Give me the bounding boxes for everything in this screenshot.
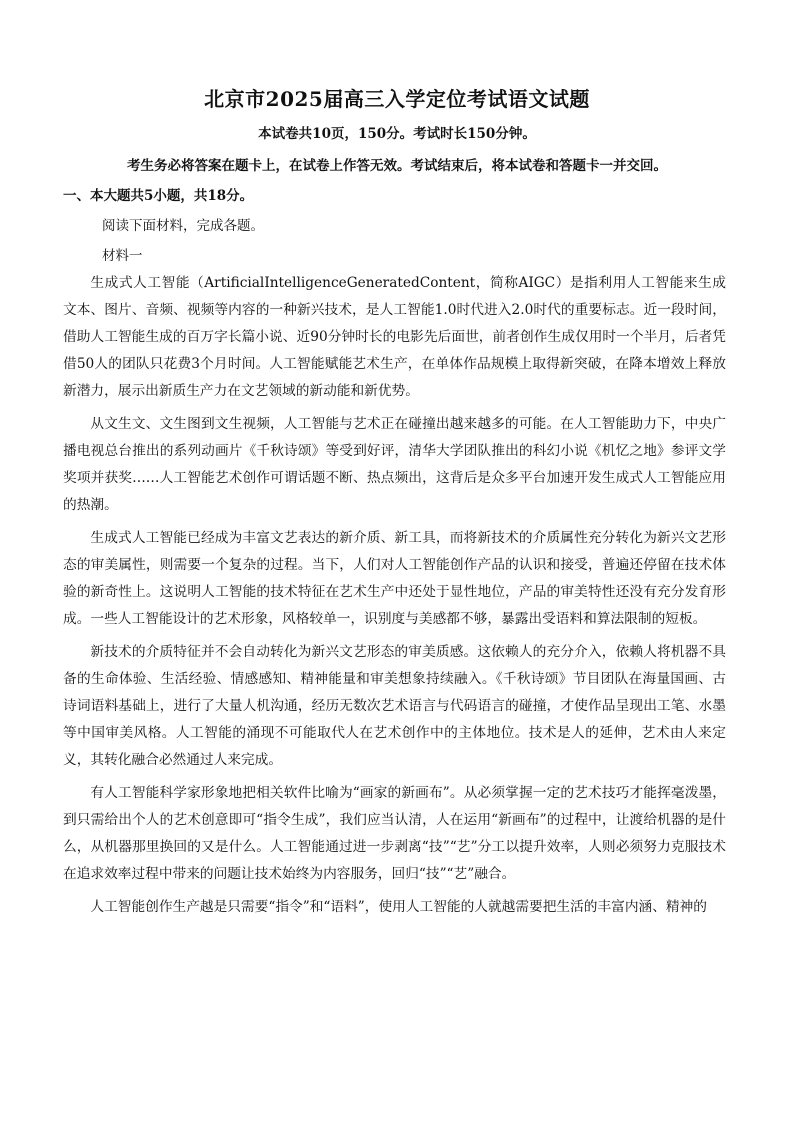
- paragraph: 从文生文、文生图到文生视频，人工智能与艺术正在碰撞出越来越多的可能。在人工智能助力下，中央广播电视总台推出的系列动画片《千秋诗颂》等受到好评，清华大学团队推出的科幻小说《机忆之地》参评文学奖项并获奖……人工智能艺术创作可谓话题不断、热点频出，这背后是众多平台加速开发生成式人工智能应用的热潮。: [63, 416, 726, 513]
- material-label: 材料一: [102, 248, 143, 264]
- section-heading: 一、本大题共5小题，共18分。: [63, 188, 254, 204]
- exam-info: 本试卷共10页，150分。考试时长150分钟。: [258, 126, 536, 142]
- passage-body: [63, 270, 726, 927]
- paragraph: 新技术的介质特征并不会自动转化为新兴文艺形态的审美质感。这依赖人的充分介入，依赖人将机器不具备的生命体验、生活经验、情感感知、精神能量和审美想象持续融入。《千秋诗颂》节目团队在海量国画、古诗词语料基础上，进行了大量人机沟通，经历无数次艺术语言与代码语言的碰撞，才使作品呈现出工笔、水墨等中国审美风格。人工智能的涌现不可能取代人在艺术创作中的主体地位。技术是人的延伸，艺术由人来定义，其转化融合必然通过人来完成。: [63, 644, 726, 768]
- paragraph: 有人工智能科学家形象地把相关软件比喻为“画家的新画布”。从必须掌握一定的艺术技巧才能挥毫泼墨，到只需给出个人的艺术创意即可“指令生成”，我们应当认清，人在运用“新画布”的过程中，让渡给机器的是什么，从机器那里换回的又是什么。人工智能通过进一步剥离“技”“艺”分工以提升效率，人则必须努力克服技术在追求效率过程中带来的问题让技术始终为内容服务，回归“技”“艺”融合。: [63, 785, 726, 882]
- paragraph: 生成式人工智能（ArtificialIntelligenceGeneratedContent，简称AIGC）是指利用人工智能来生成文本、图片、音频、视频等内容的一种新兴技术，是人工智能1.0时代进入2.0时代的重要标志。近一段时间，借助人工智能生成的百万字长篇小说、近90分钟时长的电影先后面世，前者创作生成仅用时一个半月，后者凭借50人的团队只花费3个月时间。人工智能赋能艺术生产，在单体作品规模上取得新突破，在降本增效上释放新潜力，展示出新质生产力在文艺领域的新动能和新优势。: [63, 275, 726, 399]
- paragraph: 生成式人工智能已经成为丰富文艺表达的新介质、新工具，而将新技术的介质属性充分转化为新兴文艺形态的审美属性，则需要一个复杂的过程。当下，人们对人工智能创作产品的认识和接受，普遍还停留在技术体验的新奇性上。这说明人工智能的技术特征在艺术生产中还处于显性地位，产品的审美特性还没有充分发育形成。一些人工智能设计的艺术形象，风格较单一，识别度与美感都不够，暴露出受语料和算法限制的短板。: [63, 530, 726, 627]
- page-title: 北京市2025届高三入学定位考试语文试题: [204, 87, 590, 111]
- paragraph: 人工智能创作生产越是只需要“指令”和“语料”，使用人工智能的人就越需要把生活的丰富内涵、精神的: [90, 899, 707, 915]
- exam-notice: 考生务必将答案在题卡上，在试卷上作答无效。考试结束后，将本试卷和答题卡一并交回。: [127, 158, 667, 174]
- instruction-text: 阅读下面材料，完成各题。: [102, 218, 264, 234]
